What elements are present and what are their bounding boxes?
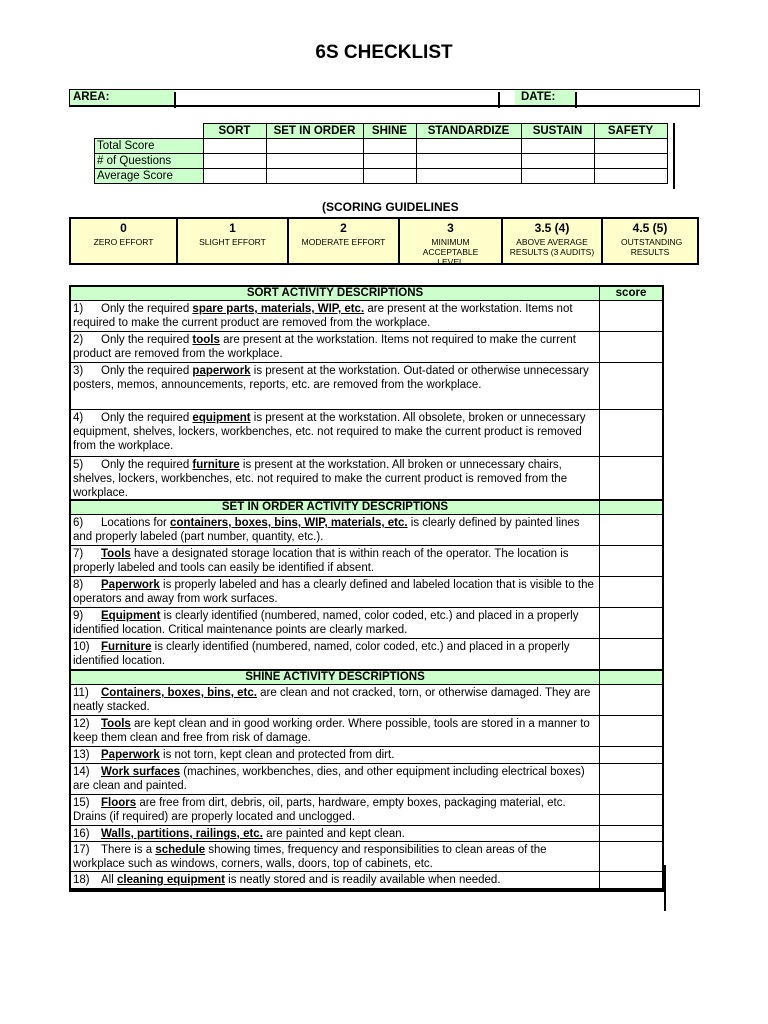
item-text: are free from dirt, debris, oil, parts, hardware, empty boxes, packaging material, etc. Drains (if required) are properly located and unclogged.	[73, 797, 566, 823]
item-keyword: Paperwork	[101, 579, 160, 591]
item-number: 8)	[73, 579, 84, 591]
checklist-item	[71, 332, 662, 363]
checklist-item	[71, 685, 662, 716]
score-input[interactable]	[600, 546, 662, 576]
checklist-item	[71, 764, 662, 795]
score-input[interactable]	[600, 685, 662, 715]
score-input[interactable]	[600, 410, 662, 456]
checklist-item	[71, 639, 662, 671]
score-table-header-row	[95, 124, 668, 139]
score-cell[interactable]	[521, 139, 594, 154]
item-text: are present at the workstation. Items not required to make the current product are removed from the workplace.	[73, 334, 576, 360]
item-keyword: cleaning equipment	[116, 874, 225, 886]
checklist-item	[71, 410, 662, 457]
guideline-label: MODERATE EFFORT	[301, 237, 386, 247]
item-text: Locations for	[101, 517, 171, 529]
checklist-item	[71, 546, 662, 577]
col-sort: SORT	[203, 124, 266, 139]
score-cell[interactable]	[363, 169, 416, 184]
score-input[interactable]	[600, 301, 662, 331]
item-keyword: spare parts, materials, WIP, etc.	[192, 303, 365, 315]
score-input[interactable]	[600, 842, 662, 871]
section-header	[71, 671, 662, 685]
score-input[interactable]	[600, 332, 662, 362]
scoring-guidelines	[69, 217, 699, 265]
score-input[interactable]	[600, 872, 662, 888]
guideline-value: 4.5 (5)	[632, 221, 668, 235]
item-keyword: Furniture	[101, 641, 152, 653]
score-input[interactable]	[600, 608, 662, 638]
score-input[interactable]	[600, 577, 662, 607]
checklist-item	[71, 795, 662, 826]
guideline-label: OUTSTANDING RESULTS	[621, 237, 683, 257]
item-number: 12)	[73, 718, 90, 730]
guideline-label: ABOVE AVERAGE RESULTS (3 AUDITS)	[509, 237, 595, 257]
item-keyword: containers, boxes, bins, WIP, materials, etc.	[170, 517, 408, 529]
item-description	[71, 764, 600, 794]
checklist-item	[71, 747, 662, 764]
checklist-item	[71, 872, 662, 890]
section-header	[71, 287, 662, 301]
row-total-score	[95, 139, 668, 154]
score-cell[interactable]	[594, 139, 667, 154]
item-number: 3)	[73, 365, 84, 377]
score-cell[interactable]	[521, 169, 594, 184]
date-input[interactable]	[577, 90, 697, 105]
row-num-questions	[95, 154, 668, 169]
item-keyword: Paperwork	[101, 749, 160, 761]
guideline-label: MINIMUM ACCEPTABLE LEVEL	[422, 237, 479, 267]
item-keyword: tools	[192, 334, 220, 346]
item-number: 18)	[73, 874, 90, 886]
item-description	[71, 842, 600, 871]
item-description	[71, 515, 600, 545]
score-cell[interactable]	[594, 169, 667, 184]
item-number: 17)	[73, 844, 90, 856]
guideline-value: 2	[340, 221, 347, 235]
scoring-guidelines-title: (SCORING GUIDELINES	[322, 200, 459, 214]
item-text: showing times, frequency and responsibilities to clean areas of the workplace such as windows, corners, walls, doors, top of cabinets, etc.	[73, 844, 547, 870]
item-description	[71, 716, 600, 746]
score-cell[interactable]	[363, 139, 416, 154]
item-text: (machines, workbenches, dies, and other equipment including electrical boxes) are clean and painted.	[73, 766, 585, 792]
section-title: SET IN ORDER ACTIVITY DESCRIPTIONS	[71, 501, 600, 514]
item-text: are painted and kept clean.	[262, 828, 405, 840]
checklist-item	[71, 515, 662, 546]
item-text: Only the required	[101, 365, 193, 377]
col-set-in-order: SET IN ORDER	[266, 124, 363, 139]
score-input[interactable]	[600, 457, 662, 499]
item-text: is clearly identified (numbered, named, color coded, etc.) and placed in a properly identified location.	[73, 641, 570, 667]
score-cell[interactable]	[203, 169, 266, 184]
section-header	[71, 501, 662, 515]
score-input[interactable]	[600, 515, 662, 545]
item-keyword: Tools	[101, 548, 131, 560]
section-title: SORT ACTIVITY DESCRIPTIONS	[71, 287, 600, 300]
col-shine: SHINE	[363, 124, 416, 139]
score-cell[interactable]	[416, 154, 521, 169]
item-text: is properly labeled and has a clearly defined and labeled location that is visible to the operators and away from work surfaces.	[73, 579, 594, 605]
checklist-item	[71, 301, 662, 332]
score-cell[interactable]	[266, 139, 363, 154]
guideline-1	[178, 219, 289, 263]
score-cell[interactable]	[363, 154, 416, 169]
item-description	[71, 747, 600, 763]
item-text: have a designated storage location that is within reach of the operator. The location is properly labeled and tools can easily be identified if absent.	[73, 548, 569, 574]
score-input[interactable]	[600, 795, 662, 825]
guideline-value: 1	[229, 221, 236, 235]
item-keyword: Containers, boxes, bins, etc.	[101, 687, 257, 699]
item-keyword: equipment	[192, 412, 251, 424]
item-text: is neatly stored and is readily available when needed.	[224, 874, 501, 886]
row-label: Total Score	[95, 139, 204, 154]
item-number: 13)	[73, 749, 90, 761]
item-description	[71, 363, 600, 409]
guideline-value: 3.5 (4)	[534, 221, 570, 235]
item-number: 14)	[73, 766, 90, 778]
item-text: are present at the workstation. Items not required to make the current product are removed from the workplace.	[73, 303, 573, 329]
col-sustain: SUSTAIN	[521, 124, 594, 139]
item-text: Only the required	[101, 459, 193, 471]
row-label: Average Score	[95, 169, 204, 184]
score-cell[interactable]	[203, 139, 266, 154]
date-separator-left	[498, 92, 500, 108]
score-input[interactable]	[600, 363, 662, 409]
item-keyword: furniture	[192, 459, 240, 471]
row-label: # of Questions	[95, 154, 204, 169]
item-text: Only the required	[101, 412, 193, 424]
checklist-item	[71, 363, 662, 410]
item-number: 9)	[73, 610, 84, 622]
item-number: 16)	[73, 828, 90, 840]
score-column-header: score	[600, 287, 662, 300]
item-keyword: Work surfaces	[101, 766, 181, 778]
item-description	[71, 826, 600, 841]
guideline-0	[71, 219, 178, 263]
item-text: is present at the workstation. All obsolete, broken or unnecessary equipment, shelves, lockers, workbenches, etc. not required to make the current product is removed from the workplace.	[73, 412, 586, 452]
item-text: Only the required	[101, 334, 193, 346]
item-number: 1)	[73, 303, 84, 315]
col-safety: SAFETY	[594, 124, 667, 139]
score-input[interactable]	[600, 716, 662, 746]
item-text: are kept clean and in good working order. Where possible, tools are stored in a manner to keep them clean and free from risk of damage.	[73, 718, 590, 744]
guideline-5	[603, 219, 697, 263]
score-column-header-blank	[600, 671, 662, 684]
checklist-item	[71, 716, 662, 747]
date-label: DATE:	[515, 90, 575, 105]
area-date-bar	[69, 89, 700, 107]
guideline-4	[503, 219, 603, 263]
item-text: is not torn, kept clean and protected from dirt.	[159, 749, 395, 761]
item-description	[71, 872, 600, 888]
item-text: Only the required	[101, 303, 193, 315]
guideline-2	[289, 219, 400, 263]
score-input[interactable]	[600, 747, 662, 763]
item-text: is clearly identified (numbered, named, color coded, etc.) and placed in a properly identified location. Critical maintenance points are clearly marked.	[73, 610, 579, 636]
score-cell[interactable]	[203, 154, 266, 169]
item-text: is present at the workstation. Out-dated or otherwise unnecessary posters, memos, announcements, reports, etc. are removed from the workplace.	[73, 365, 589, 391]
item-number: 5)	[73, 459, 84, 471]
checklist-item	[71, 826, 662, 842]
score-cell[interactable]	[416, 139, 521, 154]
item-number: 6)	[73, 517, 84, 529]
page-title: 6S CHECKLIST	[315, 42, 453, 63]
guideline-value: 0	[120, 221, 127, 235]
item-keyword: Walls, partitions, railings, etc.	[101, 828, 263, 840]
item-text: All	[101, 874, 117, 886]
item-description	[71, 301, 600, 331]
item-description	[71, 608, 600, 638]
item-keyword: schedule	[155, 844, 206, 856]
item-number: 11)	[73, 687, 89, 699]
item-description	[71, 332, 600, 362]
item-number: 15)	[73, 797, 90, 809]
item-description	[71, 457, 600, 499]
checklist-item	[71, 577, 662, 608]
item-description	[71, 639, 600, 669]
item-description	[71, 685, 600, 715]
item-text: There is a	[101, 844, 156, 856]
item-number: 4)	[73, 412, 84, 424]
guideline-3	[400, 219, 503, 267]
section-title: SHINE ACTIVITY DESCRIPTIONS	[71, 671, 600, 684]
guideline-label: ZERO EFFORT	[93, 237, 154, 247]
score-cell[interactable]	[594, 154, 667, 169]
guideline-value: 3	[447, 221, 454, 235]
item-description	[71, 795, 600, 825]
score-input[interactable]	[600, 764, 662, 794]
score-input[interactable]	[600, 639, 662, 669]
guideline-label: SLIGHT EFFORT	[199, 237, 266, 247]
item-description	[71, 546, 600, 576]
area-label: AREA:	[70, 90, 175, 105]
bottom-edge-line	[664, 865, 666, 911]
item-keyword: paperwork	[192, 365, 251, 377]
score-table-corner	[95, 124, 204, 139]
score-cell[interactable]	[416, 169, 521, 184]
item-text: is clearly defined by painted lines and properly labeled (part number, quantity, etc.).	[73, 517, 580, 543]
score-cell[interactable]	[266, 169, 363, 184]
checklist-item	[71, 457, 662, 501]
area-input[interactable]	[176, 90, 498, 105]
item-description	[71, 577, 600, 607]
score-column-header-blank	[600, 501, 662, 514]
score-cell[interactable]	[266, 154, 363, 169]
row-average-score	[95, 169, 668, 184]
score-input[interactable]	[600, 826, 662, 841]
item-description	[71, 410, 600, 456]
checklist-item	[71, 842, 662, 872]
item-text: is present at the workstation. All broken or unnecessary chairs, shelves, lockers, workbenches, etc. not required to make the current product is removed from the workplace.	[73, 459, 568, 499]
table-edge-line	[673, 123, 675, 189]
col-standardize: STANDARDIZE	[416, 124, 521, 139]
item-number: 7)	[73, 548, 84, 560]
item-text: are clean and not cracked, torn, or otherwise damaged. They are neatly stacked.	[73, 687, 591, 713]
score-cell[interactable]	[521, 154, 594, 169]
score-summary-table	[94, 123, 668, 184]
item-keyword: Tools	[101, 718, 131, 730]
checklist-item	[71, 608, 662, 639]
item-keyword: Floors	[101, 797, 137, 809]
item-number: 10)	[73, 641, 90, 653]
activity-checklist	[69, 285, 664, 892]
item-keyword: Equipment	[101, 610, 161, 622]
item-number: 2)	[73, 334, 84, 346]
